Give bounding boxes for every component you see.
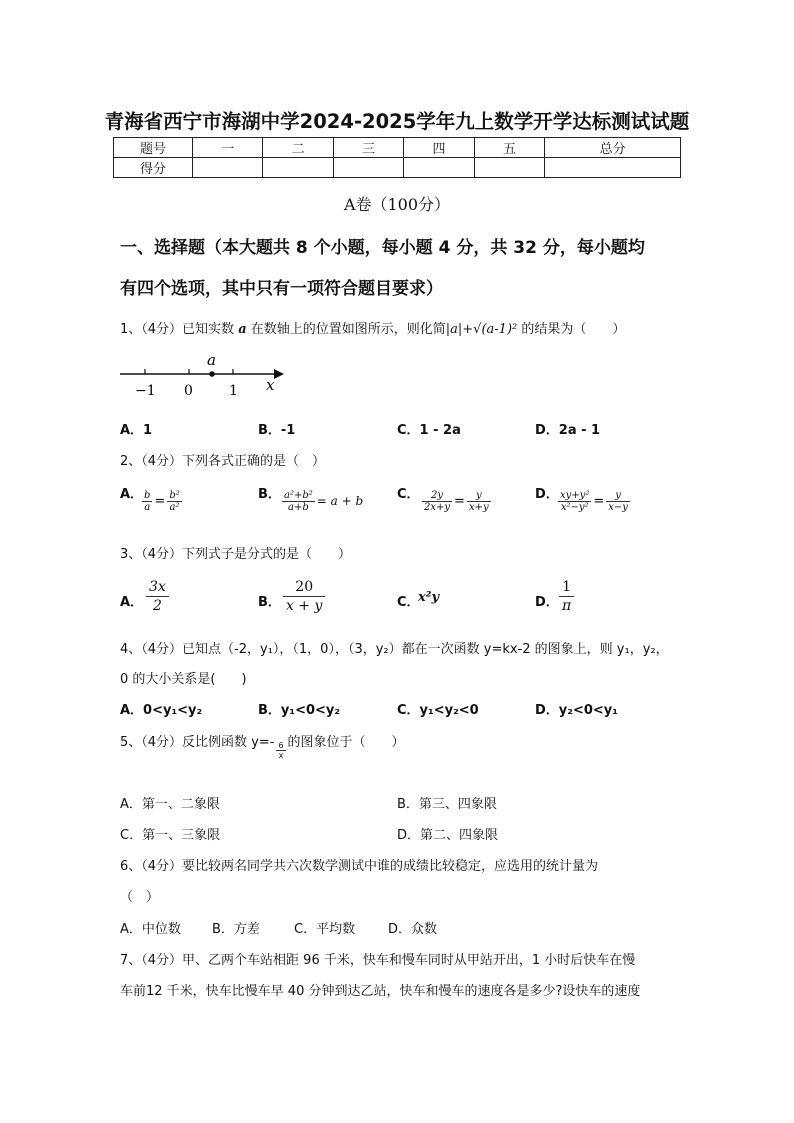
q7-stem-line1: 7、（4分）甲、乙两个车站相距 96 千米，快车和慢车同时从甲站开出，1 小时后快车在慢 [120, 953, 636, 968]
q3-option-b-label[interactable]: B． [258, 595, 281, 610]
q2c-frac1: $\frac{2y}{2x+y}$ [424, 490, 451, 513]
q1-stem-a: 1、（4分）已知实数 [120, 322, 239, 337]
q2-option-a-expr[interactable]: $\frac{b}{a}$ = $\frac{\text{b²}}{\text{a²}}$ [144, 490, 180, 513]
section-a-heading: A卷（100分） [343, 195, 451, 214]
tick-label-0: 0 [184, 383, 193, 399]
q4-option-d[interactable]: D．y₂<0<y₁ [535, 703, 618, 718]
q6-option-b[interactable]: B．方差 [212, 922, 260, 937]
q3-stem: 3、（4分）下列式子是分式的是（ ） [120, 547, 352, 562]
q3-option-d-label[interactable]: D． [535, 595, 559, 610]
q2-option-c-expr[interactable]: $\frac{2y}{2x+y}$ = $\frac{y}{x+y}$ [424, 490, 489, 513]
q2a-frac2: $\frac{\text{b²}}{\text{a²}}$ [169, 490, 180, 513]
q7-stem-line2: 车前12 千米，快车比慢车早 40 分钟到达乙站，快车和慢车的速度各是多少?设快车的速度 [120, 984, 641, 999]
q3-option-a-label[interactable]: A． [120, 595, 144, 610]
q1-stem-b: 在数轴上的位置如图所示，则化简 [246, 322, 446, 337]
score-header-cell: 一 [193, 138, 263, 158]
q4-stem-line1: 4、（4分）已知点（-2，y₁），（1，0），（3，y₂）都在一次函数 y=kx-2 的图象上，则 y₁，y₂， [120, 642, 669, 657]
q2-option-b-label[interactable]: B． [258, 487, 281, 502]
q2-option-d-expr[interactable]: $\frac{\text{xy+y²}}{\text{x²−y²}}$ = $\frac{y}{x-y}$ [560, 490, 628, 513]
q5-option-c[interactable]: C．第一、三象限 [120, 828, 221, 843]
score-cell[interactable] [193, 158, 263, 178]
q3b-frac: $\frac{20}{x + y}$ [283, 578, 325, 615]
q2-stem: 2、（4分）下列各式正确的是（ ） [120, 454, 326, 469]
q1-number-line [118, 348, 290, 400]
q6-option-a[interactable]: A．中位数 [120, 922, 181, 937]
q3-option-c-expr[interactable]: x²y [418, 590, 439, 605]
score-header-cell: 四 [404, 138, 474, 158]
label-x: x [266, 376, 275, 394]
q1-option-c[interactable]: C．1 - 2a [397, 423, 461, 438]
q5-stem-a: 5、（4分）反比例函数 y=- [120, 735, 275, 750]
score-cell[interactable] [333, 158, 403, 178]
tick-label-1: 1 [229, 383, 238, 399]
q1-stem [120, 318, 625, 337]
q1-expr: |a|+√(a-1)² [445, 322, 518, 337]
q2b-frac1: $\frac{\text{a²+b²}}{a+b}$ [284, 490, 313, 513]
tick-label-neg1: −1 [135, 383, 156, 399]
q4-option-b[interactable]: B．y₁<0<y₂ [258, 703, 341, 718]
score-cell[interactable] [474, 158, 544, 178]
q1-stem-c: 的结果为（ ） [517, 322, 626, 337]
q3-option-d-expr[interactable] [556, 578, 577, 615]
part1-heading-line1: 一、选择题（本大题共 8 个小题，每小题 4 分，共 32 分，每小题均 [120, 238, 645, 258]
score-header-cell: 总分 [545, 138, 681, 158]
q4-option-a[interactable]: A．0<y₁<y₂ [120, 703, 203, 718]
q5-stem-b: 的图象位于（ ） [287, 735, 405, 750]
score-cell[interactable] [545, 158, 681, 178]
q6-option-c[interactable]: C．平均数 [294, 922, 356, 937]
score-header-cell: 二 [263, 138, 333, 158]
q5-option-d[interactable]: D．第二、四象限 [397, 828, 499, 843]
q3-option-a-expr[interactable] [143, 578, 172, 615]
q5-frac: $\frac{6}{x}$ [278, 741, 284, 760]
q2d-frac1: $\frac{\text{xy+y²}}{\text{x²−y²}}$ [560, 490, 590, 513]
q2b-rhs: = a + b [316, 494, 364, 508]
q2-option-b-expr[interactable] [280, 490, 363, 513]
q3a-frac: $\frac{3x}{2}$ [146, 578, 169, 615]
q3-option-b-expr[interactable] [280, 578, 328, 615]
score-header-cell: 五 [474, 138, 544, 158]
score-table-score-row [114, 158, 681, 178]
q2-option-d-label[interactable]: D． [535, 487, 559, 502]
q2a-frac1: $\frac{b}{a}$ [144, 490, 151, 513]
q1-var: a [238, 322, 247, 337]
q4-option-c[interactable]: C．y₁<y₂<0 [397, 703, 479, 718]
score-cell[interactable] [404, 158, 474, 178]
q3-option-c-label[interactable]: C． [397, 595, 420, 610]
q5-stem [120, 731, 405, 760]
q5-option-b[interactable]: B．第三、四象限 [397, 797, 497, 812]
q2-option-a-label[interactable]: A． [120, 487, 144, 502]
q3d-frac: $\frac{1}{\pi}$ [559, 578, 574, 615]
part1-heading-line2: 有四个选项，其中只有一项符合题目要求） [120, 279, 443, 299]
label-a: a [207, 351, 216, 369]
point-a [209, 371, 215, 377]
q6-stem-line1: 6、（4分）要比较两名同学共六次数学测试中谁的成绩比较稳定，应选用的统计量为 [120, 859, 599, 874]
q4-stem-line2: 0 的大小关系是( ) [120, 672, 247, 687]
q1-option-d[interactable]: D．2a - 1 [535, 423, 601, 438]
q6-option-d[interactable]: D．众数 [388, 922, 438, 937]
q2-option-c-label[interactable]: C． [397, 487, 420, 502]
q2c-frac2: $\frac{y}{x+y}$ [468, 490, 489, 513]
q5-option-a[interactable]: A．第一、二象限 [120, 797, 220, 812]
q1-option-a[interactable]: A．1 [120, 423, 153, 438]
score-header-cell: 题号 [114, 138, 193, 158]
score-table [113, 137, 681, 178]
score-row-label: 得分 [114, 158, 193, 178]
page-title: 青海省西宁市海湖中学2024-2025学年九上数学开学达标测试试题 [104, 110, 690, 133]
q1-option-b[interactable]: B．-1 [258, 423, 296, 438]
score-table-header-row [114, 138, 681, 158]
q2d-frac2: $\frac{y}{x-y}$ [608, 490, 628, 513]
score-header-cell: 三 [333, 138, 403, 158]
score-cell[interactable] [263, 158, 333, 178]
number-line-arrow [274, 369, 284, 379]
q6-stem-line2: （ ） [120, 890, 160, 905]
